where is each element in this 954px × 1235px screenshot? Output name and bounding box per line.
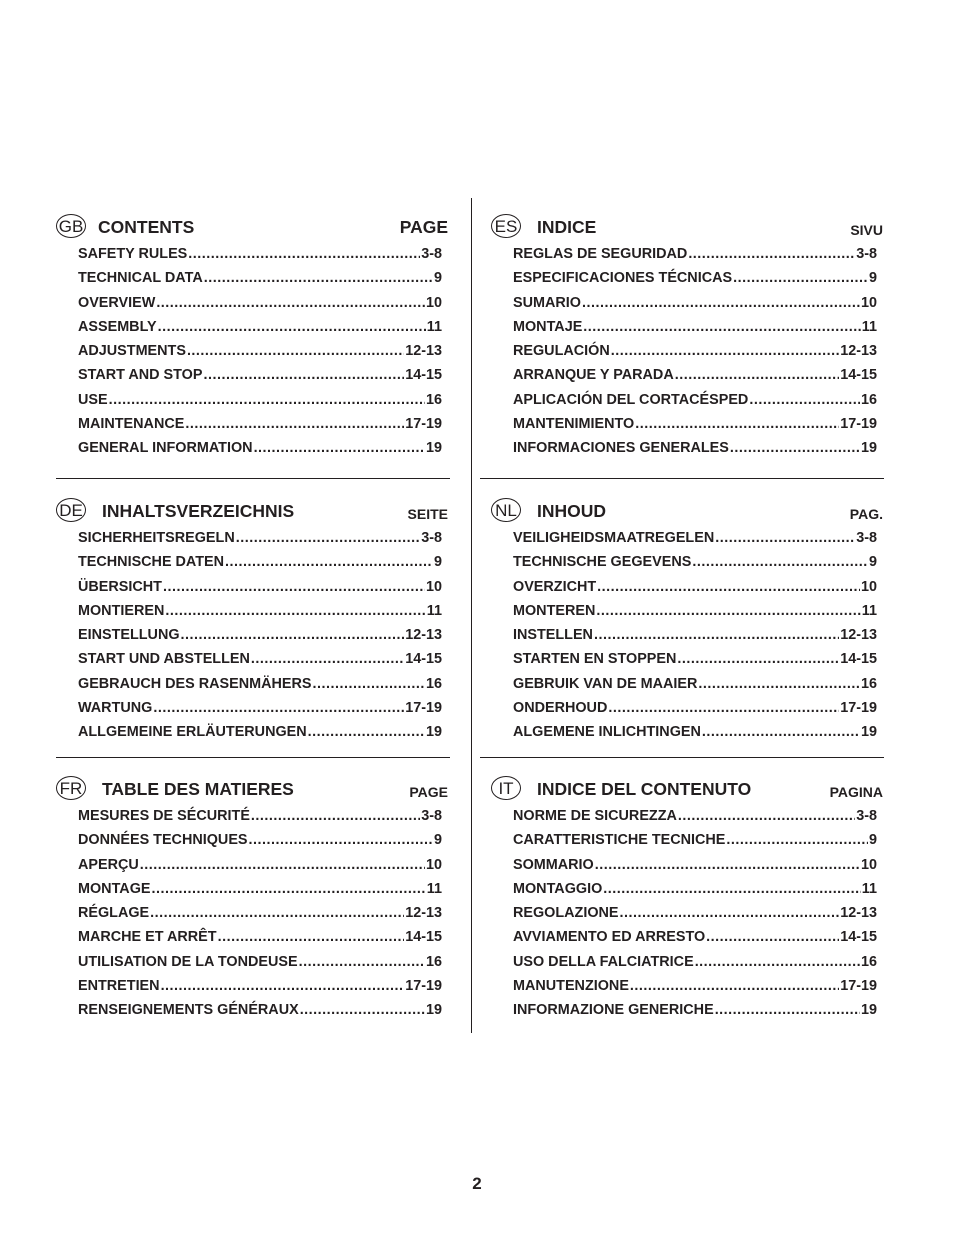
dot-leader bbox=[109, 392, 425, 408]
toc-section-it bbox=[491, 774, 891, 1027]
entry-page: 11 bbox=[861, 318, 877, 335]
entry-label: REGLAS DE SEGURIDAD bbox=[513, 246, 688, 262]
entry-page: 12-13 bbox=[840, 905, 877, 922]
entry-label: INFORMACIONES GENERALES bbox=[513, 440, 729, 457]
entry-page: 9 bbox=[433, 832, 442, 849]
entry-page: 17-19 bbox=[405, 700, 442, 717]
toc-entry bbox=[513, 343, 877, 367]
entry-page: 11 bbox=[426, 602, 442, 619]
entry-page: 12-13 bbox=[405, 905, 442, 922]
entry-page: 17-19 bbox=[840, 700, 877, 717]
toc-section-gb bbox=[56, 212, 456, 465]
entry-label: INSTELLEN bbox=[513, 627, 593, 644]
toc-entry bbox=[78, 319, 442, 343]
toc-entry bbox=[513, 905, 877, 929]
entry-label: MAINTENANCE bbox=[78, 416, 185, 433]
entry-label: VEILIGHEIDSMAATREGELEN bbox=[513, 530, 715, 546]
entry-label: MONTEREN bbox=[513, 602, 596, 619]
entry-page: 9 bbox=[868, 270, 877, 287]
dot-leader bbox=[300, 1002, 425, 1018]
dot-leader bbox=[594, 627, 839, 643]
toc-entry bbox=[78, 367, 442, 391]
entry-page: 16 bbox=[425, 391, 442, 408]
toc-entry bbox=[78, 1002, 442, 1026]
entry-label: ESPECIFICACIONES TÉCNICAS bbox=[513, 270, 733, 287]
entry-page: 17-19 bbox=[405, 978, 442, 995]
entry-list bbox=[78, 530, 442, 749]
toc-entry bbox=[78, 295, 442, 319]
entry-label: SOMMARIO bbox=[513, 856, 594, 873]
language-badge: DE bbox=[56, 498, 86, 522]
entry-label: ENTRETIEN bbox=[78, 978, 160, 995]
entry-page: 10 bbox=[860, 578, 877, 595]
toc-entry bbox=[78, 416, 442, 440]
entry-label: WARTUNG bbox=[78, 700, 153, 717]
entry-label: APLICACIÓN DEL CORTACÉSPED bbox=[513, 391, 749, 408]
entry-page: 10 bbox=[860, 856, 877, 873]
toc-entry bbox=[78, 808, 442, 832]
dot-leader bbox=[254, 440, 425, 456]
toc-entry bbox=[513, 832, 877, 856]
section-title: INDICE DEL CONTENUTO bbox=[537, 779, 752, 799]
entry-label: APERÇU bbox=[78, 856, 139, 873]
dot-leader bbox=[749, 392, 860, 408]
toc-entry bbox=[513, 554, 877, 578]
dot-leader bbox=[150, 905, 404, 921]
entry-page: 19 bbox=[860, 724, 877, 741]
toc-section-es bbox=[491, 212, 891, 465]
entry-page: 11 bbox=[426, 880, 442, 897]
dot-leader bbox=[312, 676, 425, 692]
entry-label: CARATTERISTICHE TECNICHE bbox=[513, 832, 726, 849]
entry-page: 10 bbox=[425, 578, 442, 595]
toc-entry bbox=[78, 724, 442, 748]
dot-leader bbox=[733, 270, 868, 286]
dot-leader bbox=[153, 700, 404, 716]
toc-entry bbox=[513, 440, 877, 464]
toc-section-de bbox=[56, 496, 456, 749]
toc-entry bbox=[513, 724, 877, 748]
toc-entry bbox=[78, 954, 442, 978]
section-title: TABLE DES MATIERES bbox=[102, 779, 294, 799]
dot-leader bbox=[620, 905, 840, 921]
entry-label: MARCHE ET ARRÊT bbox=[78, 929, 217, 946]
toc-entry bbox=[78, 603, 442, 627]
entry-label: MONTAGE bbox=[78, 880, 151, 897]
section-title: INHOUD bbox=[537, 501, 607, 521]
dot-leader bbox=[730, 440, 860, 456]
toc-entry bbox=[513, 1002, 877, 1026]
dot-leader bbox=[251, 808, 420, 824]
language-badge: GB bbox=[56, 214, 86, 238]
dot-leader bbox=[299, 954, 425, 970]
entry-label: USE bbox=[78, 391, 108, 408]
entry-page: 10 bbox=[860, 294, 877, 311]
dot-leader bbox=[236, 530, 420, 546]
dot-leader bbox=[249, 832, 433, 848]
entry-label: MANTENIMIENTO bbox=[513, 416, 635, 433]
toc-entry bbox=[513, 651, 877, 675]
entry-page: 14-15 bbox=[405, 651, 442, 668]
dot-leader bbox=[225, 554, 433, 570]
toc-entry bbox=[513, 700, 877, 724]
entry-list bbox=[513, 246, 877, 465]
dot-leader bbox=[611, 343, 839, 359]
toc-entry bbox=[513, 857, 877, 881]
entry-page: 19 bbox=[425, 440, 442, 457]
entry-page: 3-8 bbox=[856, 246, 877, 262]
toc-entry bbox=[513, 295, 877, 319]
entry-label: RÉGLAGE bbox=[78, 905, 150, 922]
toc-entry bbox=[513, 392, 877, 416]
page-number: 2 bbox=[472, 1174, 482, 1193]
column-divider bbox=[471, 198, 472, 1033]
entry-page: 3-8 bbox=[421, 246, 442, 262]
entry-page: 19 bbox=[860, 1002, 877, 1019]
toc-entry bbox=[78, 651, 442, 675]
entry-label: SAFETY RULES bbox=[78, 246, 188, 262]
section-header bbox=[56, 774, 456, 808]
dot-leader bbox=[678, 808, 855, 824]
section-title: CONTENTS bbox=[98, 217, 195, 237]
toc-entry bbox=[513, 881, 877, 905]
dot-leader bbox=[677, 651, 839, 667]
entry-page: 10 bbox=[425, 856, 442, 873]
toc-entry bbox=[78, 700, 442, 724]
section-header bbox=[491, 774, 891, 808]
entry-label: EINSTELLUNG bbox=[78, 627, 180, 644]
toc-entry bbox=[513, 246, 877, 270]
entry-label: SUMARIO bbox=[513, 294, 581, 311]
entry-page: 12-13 bbox=[840, 627, 877, 644]
toc-entry bbox=[513, 627, 877, 651]
entry-label: RENSEIGNEMENTS GÉNÉRAUX bbox=[78, 1002, 299, 1019]
entry-label: ÜBERSICHT bbox=[78, 578, 162, 595]
dot-leader bbox=[698, 676, 860, 692]
toc-entry bbox=[78, 881, 442, 905]
dot-leader bbox=[706, 929, 839, 945]
entry-label: NORME DE SICUREZZA bbox=[513, 808, 677, 824]
language-badge: NL bbox=[491, 498, 521, 522]
entry-page: 17-19 bbox=[840, 978, 877, 995]
toc-entry bbox=[78, 978, 442, 1002]
entry-label: DONNÉES TECHNIQUES bbox=[78, 832, 248, 849]
toc-entry bbox=[513, 416, 877, 440]
dot-leader bbox=[582, 295, 860, 311]
entry-page: 14-15 bbox=[840, 651, 877, 668]
dot-leader bbox=[165, 603, 425, 619]
language-badge: IT bbox=[491, 776, 521, 800]
toc-entry bbox=[78, 392, 442, 416]
toc-entry bbox=[78, 857, 442, 881]
entry-page: 19 bbox=[425, 1002, 442, 1019]
entry-label: TECHNICAL DATA bbox=[78, 270, 203, 287]
entry-list bbox=[513, 530, 877, 749]
entry-label: ONDERHOUD bbox=[513, 700, 608, 717]
entry-page: 9 bbox=[433, 554, 442, 571]
toc-entry bbox=[78, 579, 442, 603]
dot-leader bbox=[185, 416, 404, 432]
entry-page: 9 bbox=[868, 554, 877, 571]
entry-label: GENERAL INFORMATION bbox=[78, 440, 253, 457]
dot-leader bbox=[308, 724, 425, 740]
toc-entry bbox=[78, 627, 442, 651]
entry-page: 3-8 bbox=[421, 808, 442, 824]
dot-leader bbox=[161, 978, 405, 994]
entry-page: 12-13 bbox=[405, 627, 442, 644]
entry-page: 17-19 bbox=[405, 416, 442, 433]
entry-label: SICHERHEITSREGELN bbox=[78, 530, 235, 546]
entry-page: 9 bbox=[433, 270, 442, 287]
entry-page: 3-8 bbox=[421, 530, 442, 546]
dot-leader bbox=[635, 416, 839, 432]
dot-leader bbox=[158, 319, 426, 335]
page-column-label: SEITE bbox=[407, 506, 448, 522]
entry-page: 16 bbox=[425, 953, 442, 970]
entry-label: MESURES DE SÉCURITÉ bbox=[78, 808, 250, 824]
entry-page: 9 bbox=[868, 832, 877, 849]
entry-page: 16 bbox=[860, 953, 877, 970]
section-title: INDICE bbox=[537, 217, 597, 237]
entry-label: ARRANQUE Y PARADA bbox=[513, 367, 674, 384]
toc-entry bbox=[513, 808, 877, 832]
entry-page: 16 bbox=[860, 391, 877, 408]
toc-entry bbox=[513, 676, 877, 700]
entry-label: START UND ABSTELLEN bbox=[78, 651, 250, 668]
dot-leader bbox=[630, 978, 839, 994]
toc-entry bbox=[78, 554, 442, 578]
entry-label: ASSEMBLY bbox=[78, 318, 157, 335]
entry-label: ALLGEMEINE ERLÄUTERUNGEN bbox=[78, 724, 307, 741]
entry-label: MONTIEREN bbox=[78, 602, 165, 619]
toc-entry bbox=[513, 978, 877, 1002]
entry-label: OVERZICHT bbox=[513, 578, 597, 595]
entry-label: OVERVIEW bbox=[78, 294, 156, 311]
row-divider-1-left bbox=[56, 478, 450, 479]
toc-entry bbox=[513, 929, 877, 953]
section-header bbox=[491, 496, 891, 530]
entry-label: GEBRUIK VAN DE MAAIER bbox=[513, 675, 698, 692]
entry-page: 19 bbox=[860, 440, 877, 457]
section-header bbox=[56, 496, 456, 530]
toc-entry bbox=[78, 929, 442, 953]
toc-entry bbox=[78, 905, 442, 929]
entry-page: 14-15 bbox=[840, 367, 877, 384]
toc-entry bbox=[78, 270, 442, 294]
dot-leader bbox=[695, 954, 860, 970]
entry-label: MONTAGGIO bbox=[513, 880, 603, 897]
entry-page: 16 bbox=[860, 675, 877, 692]
entry-label: TECHNISCHE DATEN bbox=[78, 554, 225, 571]
entry-page: 3-8 bbox=[856, 808, 877, 824]
dot-leader bbox=[603, 881, 861, 897]
page-column-label: PAGINA bbox=[829, 784, 883, 800]
toc-entry bbox=[78, 832, 442, 856]
entry-label: STARTEN EN STOPPEN bbox=[513, 651, 677, 668]
entry-list bbox=[78, 808, 442, 1027]
entry-page: 14-15 bbox=[405, 367, 442, 384]
dot-leader bbox=[188, 246, 420, 262]
entry-label: REGULACIÓN bbox=[513, 343, 610, 360]
dot-leader bbox=[204, 270, 433, 286]
entry-label: USO DELLA FALCIATRICE bbox=[513, 953, 694, 970]
entry-list bbox=[513, 808, 877, 1027]
dot-leader bbox=[595, 857, 860, 873]
toc-entry bbox=[513, 603, 877, 627]
toc-entry bbox=[78, 246, 442, 270]
toc-entry bbox=[78, 676, 442, 700]
entry-page: 12-13 bbox=[405, 343, 442, 360]
entry-label: MONTAJE bbox=[513, 318, 583, 335]
dot-leader bbox=[675, 367, 839, 383]
toc-entry bbox=[513, 270, 877, 294]
toc-entry bbox=[513, 579, 877, 603]
entry-label: GEBRAUCH DES RASENMÄHERS bbox=[78, 675, 312, 692]
entry-label: MANUTENZIONE bbox=[513, 978, 629, 995]
entry-page: 19 bbox=[425, 724, 442, 741]
dot-leader bbox=[140, 857, 425, 873]
section-header bbox=[491, 212, 891, 246]
entry-label: ALGEMENE INLICHTINGEN bbox=[513, 724, 701, 741]
dot-leader bbox=[187, 343, 404, 359]
language-badge: FR bbox=[56, 776, 86, 800]
entry-list bbox=[78, 246, 442, 465]
page-column-label: SIVU bbox=[850, 222, 883, 238]
entry-page: 14-15 bbox=[405, 929, 442, 946]
toc-entry bbox=[513, 367, 877, 391]
entry-label: AVVIAMENTO ED ARRESTO bbox=[513, 929, 706, 946]
toc-entry bbox=[78, 440, 442, 464]
dot-leader bbox=[692, 554, 868, 570]
dot-leader bbox=[596, 603, 860, 619]
entry-page: 10 bbox=[425, 294, 442, 311]
section-header bbox=[56, 212, 456, 246]
dot-leader bbox=[715, 530, 855, 546]
page-column-label: PAGE bbox=[399, 217, 448, 237]
page-column-label: PAGE bbox=[409, 784, 448, 800]
language-badge: ES bbox=[491, 214, 521, 238]
section-title: INHALTSVERZEICHNIS bbox=[102, 501, 295, 521]
entry-page: 12-13 bbox=[840, 343, 877, 360]
entry-label: ADJUSTMENTS bbox=[78, 343, 186, 360]
entry-page: 11 bbox=[861, 880, 877, 897]
entry-label: TECHNISCHE GEGEVENS bbox=[513, 554, 692, 571]
dot-leader bbox=[181, 627, 405, 643]
dot-leader bbox=[702, 724, 860, 740]
entry-page: 3-8 bbox=[856, 530, 877, 546]
toc-entry bbox=[78, 343, 442, 367]
row-divider-2-right bbox=[480, 757, 884, 758]
dot-leader bbox=[726, 832, 868, 848]
toc-entry bbox=[513, 319, 877, 343]
dot-leader bbox=[218, 929, 405, 945]
entry-label: START AND STOP bbox=[78, 367, 203, 384]
dot-leader bbox=[597, 579, 860, 595]
dot-leader bbox=[203, 367, 404, 383]
toc-entry bbox=[513, 530, 877, 554]
dot-leader bbox=[151, 881, 425, 897]
row-divider-2-left bbox=[56, 757, 450, 758]
dot-leader bbox=[163, 579, 425, 595]
entry-label: UTILISATION DE LA TONDEUSE bbox=[78, 953, 298, 970]
dot-leader bbox=[251, 651, 404, 667]
dot-leader bbox=[608, 700, 839, 716]
entry-page: 14-15 bbox=[840, 929, 877, 946]
dot-leader bbox=[688, 246, 855, 262]
dot-leader bbox=[156, 295, 425, 311]
entry-page: 17-19 bbox=[840, 416, 877, 433]
entry-page: 11 bbox=[426, 318, 442, 335]
toc-entry bbox=[513, 954, 877, 978]
dot-leader bbox=[715, 1002, 860, 1018]
toc-section-fr bbox=[56, 774, 456, 1027]
entry-label: REGOLAZIONE bbox=[513, 905, 619, 922]
toc-section-nl bbox=[491, 496, 891, 749]
toc-entry bbox=[78, 530, 442, 554]
entry-page: 11 bbox=[861, 602, 877, 619]
dot-leader bbox=[583, 319, 860, 335]
row-divider-1-right bbox=[480, 478, 884, 479]
page-column-label: PAG. bbox=[849, 506, 883, 522]
entry-label: INFORMAZIONE GENERICHE bbox=[513, 1002, 714, 1019]
entry-page: 16 bbox=[425, 675, 442, 692]
